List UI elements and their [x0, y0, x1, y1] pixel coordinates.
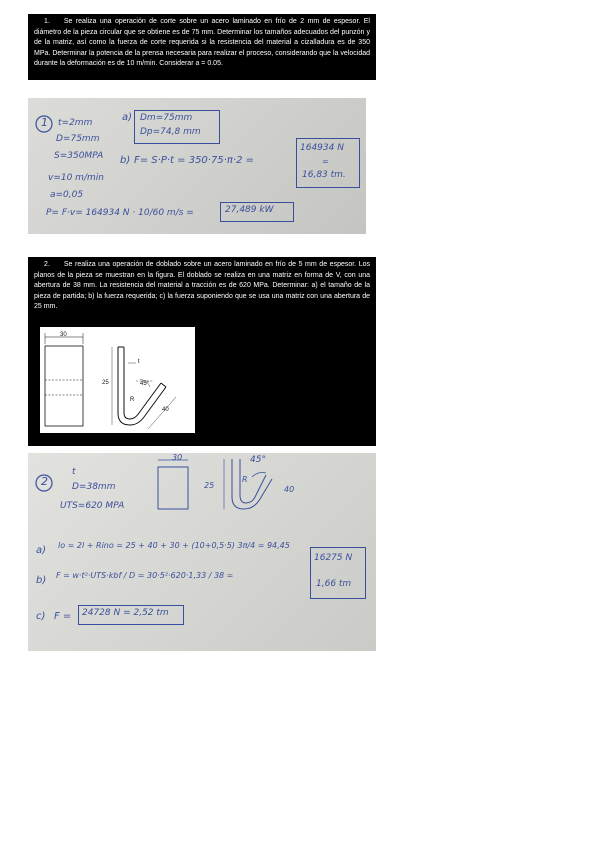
equation-c2: F = — [54, 611, 72, 622]
problem-2-text: 2. Se realiza una operación de doblado sobre un acero laminado en frío de 5 mm de espesor. Los planos de la pieza se muestran en la figura. El doblado se realiza en una matriz en forma de V, con una abertura de 38 mm. La resistencia del material a tracción es de 620 MPa. Determinar: a) el tamaño de la pieza de partida; b) la fuerza requerida; c) la fuerza suponiendo que se usa una matriz con una abertura de 25 mm. — [34, 261, 370, 311]
solution-2-photo — [28, 453, 376, 651]
circle-2-number: 2 — [41, 475, 48, 488]
equation-a2: lo = 2l + Rino = 25 + 40 + 30 + (10+0,5·5) 3π/4 = 94,45 — [58, 541, 290, 550]
dim-40: 40 — [162, 407, 169, 413]
equation-b2: F = w·t²·UTS·kbf / D = 30·5²·620·1,33 / 38 = — [56, 571, 234, 580]
part-a-label: a) — [122, 112, 133, 123]
power-equation: P= F·v= 164934 N · 10/60 m/s = — [46, 208, 194, 218]
circle-1-number: 1 — [41, 116, 48, 129]
force-result-sign: = — [322, 157, 329, 166]
dim-45: 45° — [140, 381, 150, 387]
part-b-label: b) — [120, 155, 131, 166]
result-Dp: Dp=74,8 mm — [140, 127, 201, 137]
sketch-R: R — [242, 475, 248, 484]
problem-1-number: 1. — [44, 18, 50, 25]
problem-2-number: 2. — [44, 261, 50, 268]
part-a2-label: a) — [36, 545, 47, 556]
force-result-1: 164934 N — [300, 143, 344, 153]
given-a: a=0,05 — [50, 190, 84, 200]
given-t: t=2mm — [58, 118, 93, 128]
dim-t: t — [138, 359, 140, 365]
result-Dm: Dm=75mm — [140, 113, 193, 123]
sketch-40: 40 — [284, 485, 295, 494]
bending-part-diagram — [40, 327, 195, 433]
result-b2-1: 16275 N — [314, 553, 353, 563]
result-b2-2: 1,66 tm — [316, 579, 352, 589]
given-UTS: UTS=620 MPA — [60, 501, 125, 511]
sketch-45: 45° — [250, 455, 266, 465]
given-S: S=350MPA — [54, 151, 104, 161]
result-c2: 24728 N = 2,52 tm — [82, 608, 169, 618]
bend-sketch — [154, 453, 294, 513]
part-b2-label: b) — [36, 575, 47, 586]
dim-25: 25 — [102, 380, 109, 386]
bending-part-drawing — [40, 327, 195, 433]
force-equation: F= S·P·t = 350·75·π·2 = — [134, 155, 254, 166]
solution-1-photo — [28, 98, 366, 234]
part-c2-label: c) — [36, 611, 46, 622]
sketch-25: 25 — [204, 481, 215, 490]
power-result: 27,489 kW — [225, 205, 274, 215]
given-v: v=10 m/min — [48, 173, 104, 183]
dim-30: 30 — [60, 332, 67, 338]
given-t2: t — [72, 467, 76, 477]
problem-1-text: 1. Se realiza una operación de corte sobre un acero laminado en frío de 2 mm de espesor. El diámetro de la pieza circular que se obtiene es de 75 mm. Determinar los tamaños adecuados del punzón y de la matriz, así como la fuerza de corte requerida si la resistencia del material a cizalladura es de 350 MPa. Determinar la potencia de la prensa necesaria para realizar el proceso, considerando que la velocidad durante la deformación es de 10 m/min. Considerar a = 0.05. — [34, 18, 370, 68]
force-result-2: 16,83 tm. — [302, 170, 346, 180]
sketch-30: 30 — [172, 453, 183, 462]
dim-R: R — [130, 397, 135, 403]
given-D: D=75mm — [56, 134, 100, 144]
problem-1-block — [28, 14, 376, 80]
given-D2: D=38mm — [72, 482, 116, 492]
